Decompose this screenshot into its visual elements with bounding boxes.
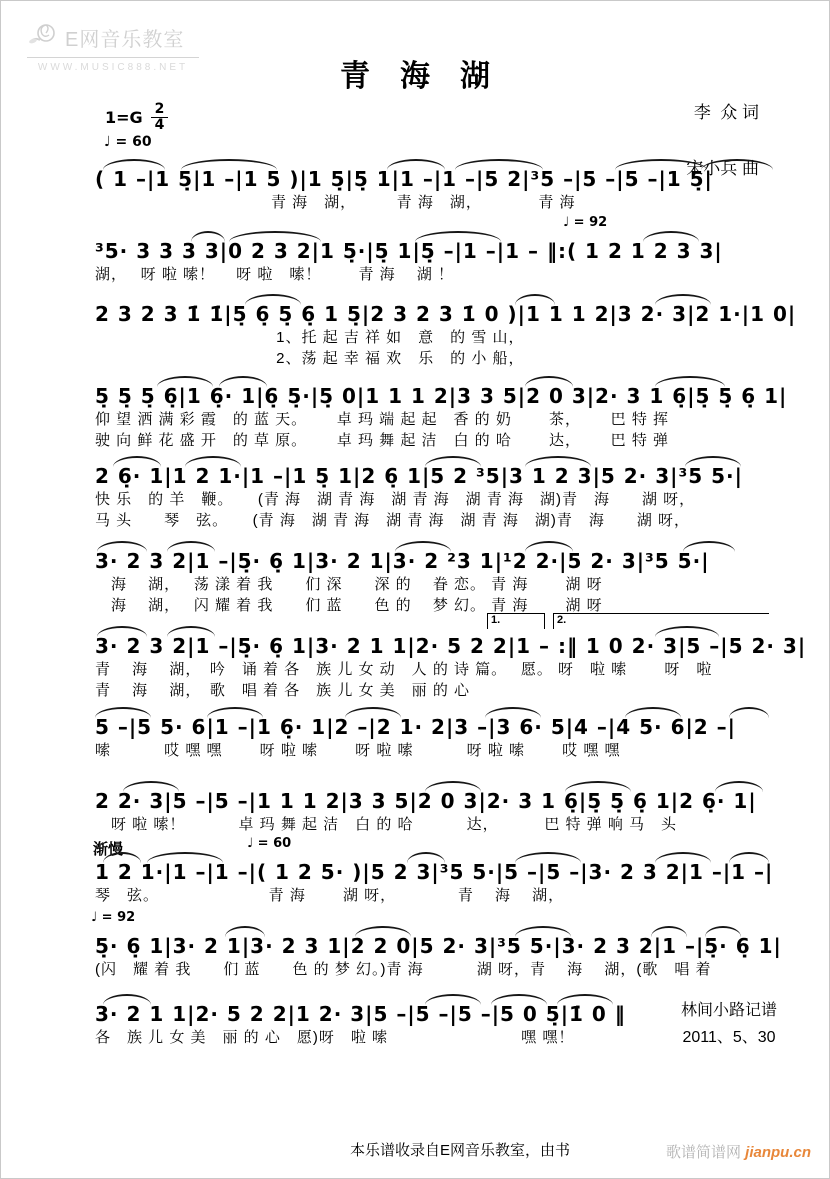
notation-line: 3· 2 3 2|1 –|5̣· 6̣ 1|3· 2 1|3· 2 ²3 1|¹2 2·|5 2· 3|³5 5·| <box>95 549 710 573</box>
site-url: jianpu.cn <box>745 1144 811 1161</box>
lyrics-line: 呀 啦 嗦！ 卓 玛 舞 起 洁 白 的 哈 达， 巴 特 弹 响 马 头 <box>95 816 678 833</box>
system-10 <box>93 836 774 906</box>
notation-line: 2 6̣· 1|1 2 1·|1 –|1 5̣ 1|2 6̣ 1|5 2 ³5|3 1 2 3|5 2· 3|³5 5·| <box>95 464 743 488</box>
composer: 宋小兵 曲 <box>686 159 759 179</box>
site-name: 歌谱简谱网 <box>665 1144 746 1161</box>
lyrics-line: 各 族 儿 女 美 丽 的 心 愿)呀 啦 嗦 嘿 嘿！ <box>95 1029 575 1046</box>
lyrics-line: 青 海 湖， 青 海 湖， 青 海 <box>95 194 576 211</box>
notation-line: 3· 2 1 1|2· 5 2 2|1 2· 3|5 –|5 –|5 –|5 0 5̣|1̇ 0 ‖ <box>95 1002 626 1026</box>
notation-line: 1 2 1·|1 –|1 –|( 1 2 5· )|5 2 3|³5 5·|5 –|5 –|3· 2 3 2|1 –|1 –| <box>95 860 774 884</box>
system-8 <box>95 714 771 761</box>
system-4 <box>95 383 788 451</box>
tempo-marking: ♩ = 60 <box>247 836 292 851</box>
lyrics-line: 马 头 琴 弦。 (青 海 湖 青 海 湖 青 海 湖 青 海 湖)青 海 湖 呀， <box>95 512 691 529</box>
score <box>91 161 807 1048</box>
notation-line: ³5· 3 3 3 3|0 2 3 2|1 5̣·|5̣ 1|5̣ –|1 –|1 – ‖:( 1 2 1 2 3 3| <box>95 239 723 263</box>
lyrics-line: 2、荡 起 幸 福 欢 乐 的 小 船， <box>95 350 525 367</box>
notation-line: ( 1 –|1 5̣|1 –|1 5 )|1 5̣|5̣ 1|1 –|1 –|5 2|³5 –|5 –|5 –|1 5̣| <box>95 167 713 191</box>
lyrics-line: 仰 望 洒 满 彩 霞 的 蓝 天。 卓 玛 端 起 起 香 的 奶 茶， 巴 特 挥 <box>95 411 670 428</box>
system-11 <box>91 910 782 980</box>
system-1 <box>95 166 771 213</box>
tempo-marking: ♩ = 92 <box>563 215 608 230</box>
lyricist: 李 众 词 <box>693 103 759 122</box>
lyrics-line: 驶 向 鲜 花 盛 开 的 草 原。 卓 玛 舞 起 洁 白 的 哈 达， 巴 特 弹 <box>95 432 670 449</box>
notation-line: 3· 2 3 2|1 –|5̣· 6̣ 1|3· 2 1 1|2· 5 2 2|1 – :‖ 1 0 2· 3|5 –|5 2· 3| <box>95 634 807 658</box>
system-9 <box>95 788 771 835</box>
notation-line: 5̣· 6̣ 1|3· 2 1|3· 2 3 1|2 2 0|5 2· 3|³5 5·|3· 2 3 2|1 –|5̣· 6̣ 1| <box>95 934 782 958</box>
key-signature <box>105 102 168 132</box>
notation-line: 5̣ 5̣ 5̣ 6̣|1 6̣· 1|6̣ 5̣·|5̣ 0|1 1 1 2|3 3 5|2 0 3|2· 3 1 6̣|5̣ 5̣ 6̣ 1| <box>95 384 788 408</box>
notation-line: 5 –|5 5· 6|1 –|1 6̣· 1|2 –|2 1· 2|3 –|3 6· 5|4 –|4 5· 6|2 –| <box>95 715 736 739</box>
transcriber-name: 林间小路记谱 <box>680 1002 777 1019</box>
system-5 <box>95 463 771 531</box>
footer-site <box>666 1141 811 1162</box>
notation-line: 2 3 2 3 1̇ 1̇|5̣ 6̣ 5̣ 6̣ 1 5̣|2 3 2 3 1̇ 0 )|1 1 1 2|3 2· 3|2 1·|1 0| <box>95 302 797 326</box>
logo-title: E网音乐教室 <box>65 29 185 51</box>
lyrics-line: 湖， 呀 啦 嗦！ 呀 啦 嗦！ 青 海 湖 ！ <box>95 266 455 283</box>
tempo-marking: ♩ = 92 <box>91 910 136 925</box>
system-12 <box>95 1001 771 1048</box>
time-signature: $\frac{2}{4}$ <box>151 102 169 132</box>
logo-url: WWW.MUSIC888.NET <box>37 62 189 73</box>
lyrics-line: 琴 弦。 青 海 湖 呀， 青 海 湖， <box>95 887 565 904</box>
footer-note: 本乐谱收录自E网音乐教室，由书 <box>349 1142 570 1159</box>
song-title: 青 海 湖 <box>340 60 490 93</box>
notation-line: 2 2· 3|5 –|5 –|1 1 1 2|3 3 5|2 0 3|2· 3 1 6̣|5̣ 5̣ 6̣ 1|2 6̣· 1| <box>95 789 757 813</box>
lyrics-line: (闪 耀 着 我 们 蓝 色 的 梦 幻。)青 海 湖 呀，青 海 湖，(歌 唱 着 <box>95 961 712 978</box>
system-2 <box>95 215 771 285</box>
lyrics-line: 海 湖， 荡 漾 着 我 们 深 深 的 眷 恋。 青 海 湖 呀 <box>95 576 603 593</box>
volta-2: 2. <box>553 613 769 629</box>
volta-1: 1. <box>487 613 545 629</box>
lyrics-line: 青 海 湖， 吟 诵 着 各 族 儿 女 动 人 的 诗 篇。 愿。 呀 啦 嗦 呀 啦 <box>95 661 713 678</box>
system-6 <box>95 548 771 616</box>
lyrics-line: 嗦 哎 嘿 嘿 呀 啦 嗦 呀 啦 嗦 呀 啦 嗦 哎 嘿 嘿 <box>95 742 621 759</box>
tonality: 1=G <box>105 107 143 127</box>
transcriber-date: 2011、5、30 <box>682 1029 776 1047</box>
lyrics-line: 海 湖， 闪 耀 着 我 们 蓝 色 的 梦 幻。 青 海 湖 呀 <box>95 597 603 614</box>
ritardando-marking: 渐慢 <box>93 841 124 858</box>
transcriber <box>681 997 777 1051</box>
lyrics-line: 青 海 湖， 歌 唱 着 各 族 儿 女 美 丽 的 心 <box>95 682 471 699</box>
system-7 <box>95 614 807 701</box>
rose-icon <box>27 21 61 54</box>
lyrics-line: 快 乐 的 羊 鞭。 (青 海 湖 青 海 湖 青 海 湖 青 海 湖)青 海 湖 呀， <box>95 491 696 508</box>
system-3 <box>95 301 797 369</box>
lyrics-line: 1、托 起 吉 祥 如 意 的 雪 山， <box>95 329 525 346</box>
tempo-marking: ♩ = 60 <box>104 134 152 150</box>
